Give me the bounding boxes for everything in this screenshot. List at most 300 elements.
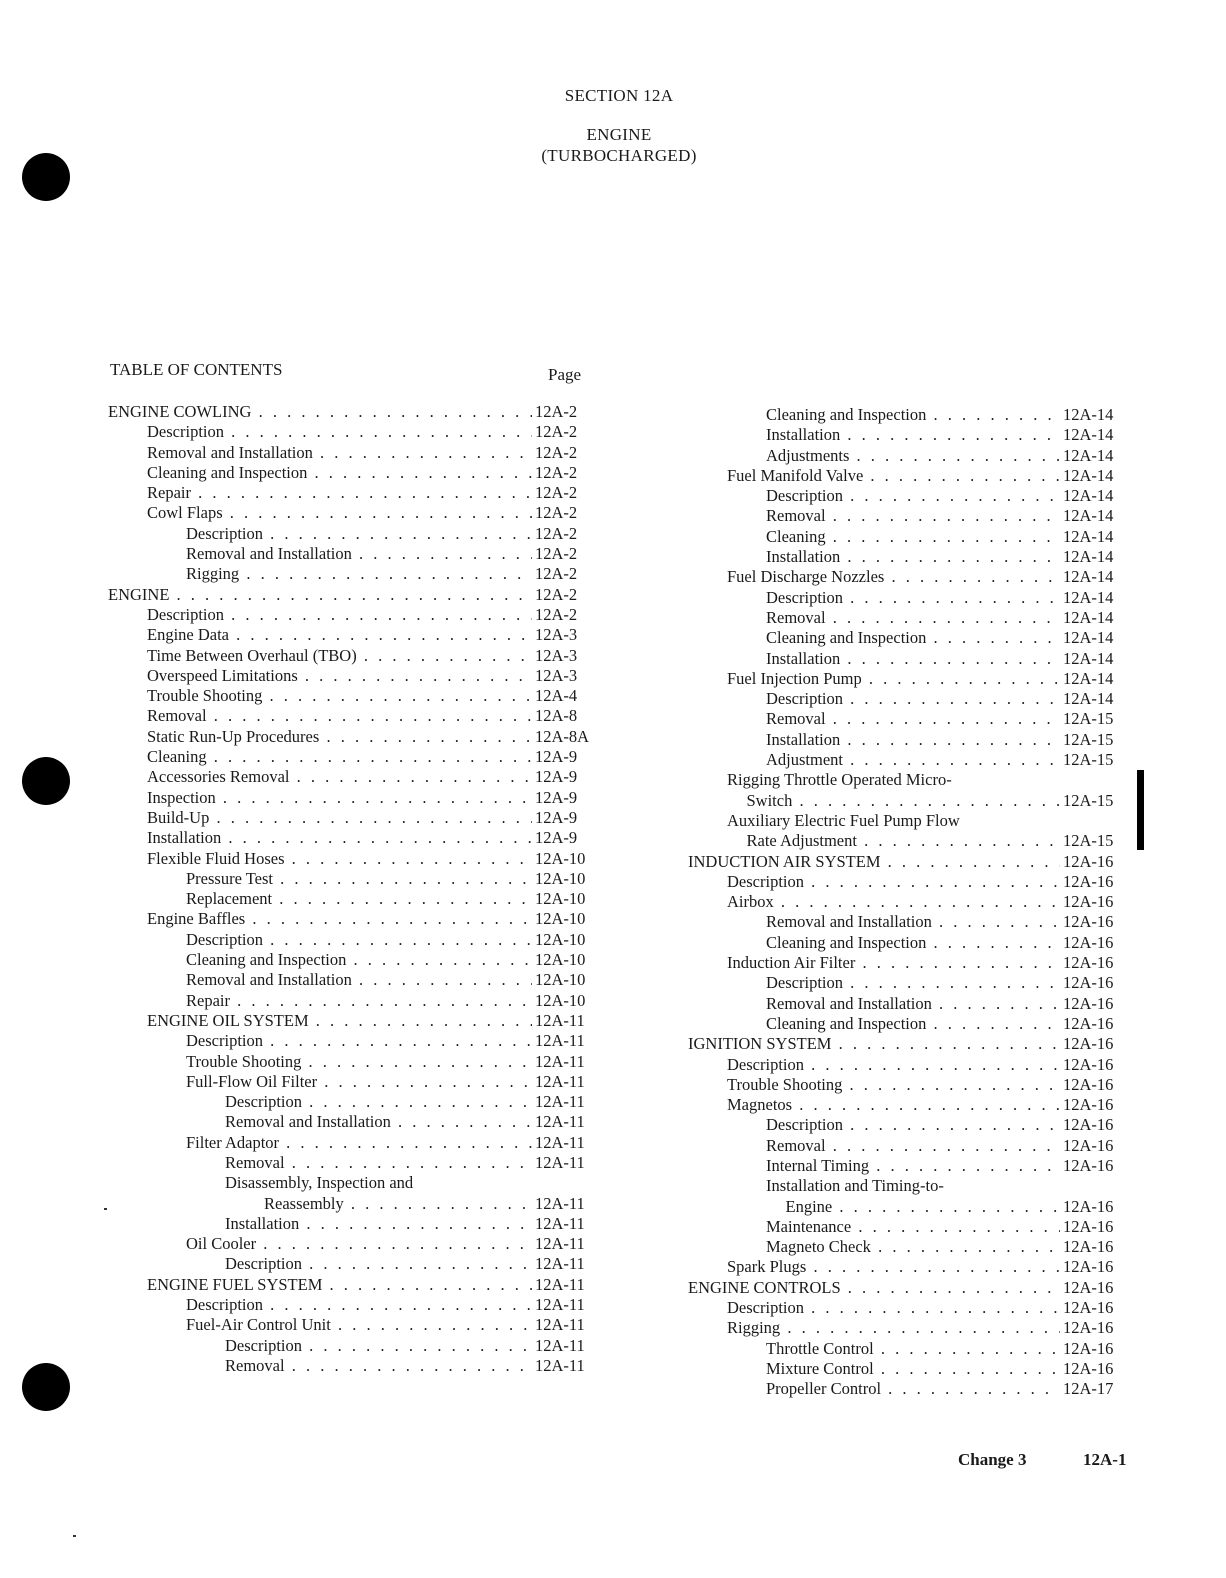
toc-entry: [108, 889, 598, 909]
toc-entry-label: Engine: [785, 1196, 833, 1216]
toc-entry: [108, 1173, 598, 1193]
toc-entry-label: Description: [186, 1295, 263, 1315]
toc-entry: [688, 1115, 1136, 1135]
toc-entry-label: INDUCTION AIR SYSTEM: [688, 851, 881, 871]
toc-entry: [108, 706, 598, 726]
toc-entry-page: 12A-10: [532, 849, 585, 869]
toc-entry: [688, 628, 1136, 648]
toc-entry-page: 12A-9: [532, 808, 577, 828]
toc-entry-label: Rigging: [186, 564, 240, 584]
toc-entry-page: 12A-2: [532, 605, 577, 625]
toc-entry-label: Description: [727, 871, 804, 891]
toc-entry-page: 12A-16: [1060, 1318, 1113, 1338]
toc-entry-page: 12A-4: [532, 686, 577, 706]
toc-entry: [688, 1339, 1136, 1359]
toc-entry-page: 12A-11: [532, 1031, 585, 1051]
toc-entry-page: 12A-16: [1060, 1055, 1113, 1075]
binder-hole-bottom: [22, 1363, 70, 1411]
toc-entry-page: 12A-14: [1060, 608, 1113, 628]
toc-entry-label: Description: [766, 587, 843, 607]
toc-entry: [688, 1136, 1136, 1156]
toc-entry-page: 12A-16: [1060, 1278, 1113, 1298]
toc-entry-page: 12A-8: [532, 706, 577, 726]
toc-entry: [108, 605, 598, 625]
toc-entry: [688, 506, 1136, 526]
toc-entry: [108, 1112, 598, 1132]
toc-entry-label: Removal: [147, 706, 207, 726]
toc-left-column: [108, 402, 598, 1376]
toc-entry-page: 12A-16: [1060, 852, 1113, 872]
toc-entry: [108, 788, 598, 808]
toc-entry-label: Internal Timing: [766, 1155, 870, 1175]
toc-entry-label: Cleaning and Inspection: [766, 1013, 927, 1033]
toc-entry-label: Removal: [766, 1135, 826, 1155]
toc-entry-page: 12A-8A: [532, 727, 589, 747]
toc-entry: [108, 1072, 598, 1092]
toc-entry-page: 12A-2: [532, 443, 577, 463]
toc-entry-label: Installation: [766, 648, 841, 668]
toc-entry: [688, 1257, 1136, 1277]
toc-entry-page: 12A-16: [1060, 912, 1113, 932]
toc-entry: [688, 1156, 1136, 1176]
toc-entry-label: Fuel Manifold Valve: [727, 465, 864, 485]
toc-entry: [688, 933, 1136, 953]
toc-entry-page: 12A-2: [532, 564, 577, 584]
toc-entry: [688, 425, 1136, 445]
toc-entry-page: 12A-16: [1060, 1237, 1113, 1257]
toc-entry: [688, 892, 1136, 912]
toc-entry: [108, 564, 598, 584]
toc-entry-label: Static Run-Up Procedures: [147, 726, 320, 746]
toc-entry-page: 12A-10: [532, 970, 585, 990]
toc-entry-label: Cleaning and Inspection: [766, 405, 927, 424]
toc-entry: [688, 1014, 1136, 1034]
toc-entry: [688, 1359, 1136, 1379]
toc-entry-page: 12A-16: [1060, 1075, 1113, 1095]
toc-entry: [108, 666, 598, 686]
toc-entry-label: Adjustments: [766, 445, 850, 465]
toc-entry-page: 12A-16: [1060, 892, 1113, 912]
toc-entry-page: 12A-16: [1060, 994, 1113, 1014]
toc-entry: [108, 747, 598, 767]
toc-entry-label: Rigging: [727, 1318, 781, 1338]
toc-entry-label: Removal: [766, 709, 826, 729]
toc-entry-label: Cleaning and Inspection: [766, 932, 927, 952]
toc-entry-label: Engine Baffles: [147, 909, 246, 929]
toc-entry-label: Reassembly: [264, 1193, 344, 1213]
toc-entry: [108, 422, 598, 442]
toc-entry-page: 12A-10: [532, 991, 585, 1011]
toc-entry: [108, 1092, 598, 1112]
toc-entry-page: 12A-10: [532, 889, 585, 909]
toc-entry-page: 12A-16: [1060, 1014, 1113, 1034]
toc-entry: [688, 405, 1136, 425]
toc-entry-page: 12A-11: [532, 1254, 585, 1274]
scan-speck: [104, 1208, 107, 1210]
toc-entry-page: 12A-14: [1060, 466, 1113, 486]
toc-entry-page: 12A-11: [532, 1214, 585, 1234]
toc-entry-label: Cleaning and Inspection: [147, 462, 308, 482]
toc-entry-label: Airbox: [727, 892, 774, 912]
toc-right-column: [688, 405, 1136, 1400]
toc-entry: [108, 1295, 598, 1315]
toc-entry-label: Mixture Control: [766, 1358, 874, 1378]
toc-entry: [108, 503, 598, 523]
toc-entry-page: 12A-11: [532, 1153, 585, 1173]
toc-entry-page: 12A-11: [532, 1052, 585, 1072]
toc-entry-page: 12A-16: [1060, 1115, 1113, 1135]
toc-entry: [108, 808, 598, 828]
toc-entry-label: Description: [186, 1031, 263, 1051]
toc-entry-page: 12A-11: [532, 1234, 585, 1254]
toc-entry: [108, 1214, 598, 1234]
toc-entry: [108, 1275, 598, 1295]
toc-entry-page: 12A-15: [1060, 730, 1113, 750]
toc-entry-page: 12A-10: [532, 909, 585, 929]
toc-entry-label: Magnetos: [727, 1095, 793, 1115]
toc-entry-label: Adjustment: [766, 750, 843, 770]
toc-entry: [688, 446, 1136, 466]
scan-speck: [73, 1535, 76, 1537]
toc-entry-label: Repair: [186, 990, 230, 1010]
toc-entry-label: Build-Up: [147, 807, 210, 827]
toc-entry-label: Removal and Installation: [766, 993, 932, 1013]
toc-entry-label: Trouble Shooting: [727, 1074, 843, 1094]
toc-entry-page: 12A-16: [1060, 1257, 1113, 1277]
toc-entry-label: Description: [766, 973, 843, 993]
toc-entry-page: 12A-16: [1060, 1217, 1113, 1237]
toc-entry: [108, 585, 598, 605]
toc-entry-page: 12A-11: [532, 1072, 585, 1092]
toc-entry-label: Description: [766, 486, 843, 506]
toc-entry-label: Removal: [766, 607, 826, 627]
toc-entry-page: 12A-2: [532, 524, 577, 544]
toc-entry-label: Spark Plugs: [727, 1257, 807, 1277]
toc-entry: [108, 849, 598, 869]
toc-entry-label: Cowl Flaps: [147, 503, 223, 523]
toc-entry: [108, 483, 598, 503]
toc-entry-page: 12A-14: [1060, 527, 1113, 547]
toc-entry-label: Fuel Injection Pump: [727, 668, 862, 688]
toc-title: TABLE OF CONTENTS: [110, 360, 283, 379]
toc-entry: [108, 1356, 598, 1376]
toc-entry-page: 12A-3: [532, 625, 577, 645]
toc-entry-label: Cleaning and Inspection: [766, 628, 927, 648]
toc-entry-page: 12A-11: [532, 1315, 585, 1335]
toc-entry-label: Fuel Discharge Nozzles: [727, 567, 885, 587]
toc-entry: [688, 1055, 1136, 1075]
toc-entry-page: 12A-11: [532, 1336, 585, 1356]
toc-entry: [108, 869, 598, 889]
toc-entry-label: Cleaning and Inspection: [186, 950, 347, 970]
toc-entry-label: Fuel-Air Control Unit: [186, 1315, 331, 1335]
toc-entry-label: Disassembly, Inspection and: [225, 1173, 414, 1193]
toc-entry-label: Installation: [766, 425, 841, 445]
toc-entry-label: Propeller Control: [766, 1379, 882, 1399]
toc-entry-page: 12A-11: [532, 1194, 585, 1214]
toc-entry-page: 12A-16: [1060, 1034, 1113, 1054]
toc-entry: [688, 791, 1136, 811]
toc-entry-label: ENGINE FUEL SYSTEM: [147, 1274, 323, 1294]
toc-entry-label: Description: [225, 1092, 302, 1112]
toc-entry: [688, 649, 1136, 669]
toc-entry: [688, 953, 1136, 973]
toc-entry: [108, 1336, 598, 1356]
toc-entry: [108, 1011, 598, 1031]
toc-entry-label: Flexible Fluid Hoses: [147, 848, 285, 868]
toc-entry: [688, 1298, 1136, 1318]
toc-entry-page: 12A-16: [1060, 1359, 1113, 1379]
toc-entry-label: Overspeed Limitations: [147, 665, 298, 685]
toc-entry: [108, 544, 598, 564]
toc-entry-page: 12A-16: [1060, 1156, 1113, 1176]
toc-entry-page: 12A-16: [1060, 872, 1113, 892]
toc-entry-label: ENGINE OIL SYSTEM: [147, 1010, 309, 1030]
toc-entry-page: 12A-9: [532, 767, 577, 787]
toc-entry: [108, 1194, 598, 1214]
toc-entry: [688, 994, 1136, 1014]
chapter-title: ENGINE: [586, 125, 652, 144]
toc-entry-page: 12A-14: [1060, 689, 1113, 709]
toc-entry-page: 12A-16: [1060, 1095, 1113, 1115]
toc-entry-label: Trouble Shooting: [147, 686, 263, 706]
toc-entry-page: 12A-14: [1060, 567, 1113, 587]
toc-entry-label: IGNITION SYSTEM: [688, 1034, 832, 1054]
toc-entry-label: Description: [186, 523, 263, 543]
toc-entry-label: Throttle Control: [766, 1338, 874, 1358]
toc-entry-label: Description: [766, 1115, 843, 1135]
toc-entry-page: 12A-16: [1060, 1339, 1113, 1359]
toc-entry-label: Cleaning: [147, 747, 207, 767]
toc-entry-label: Auxiliary Electric Fuel Pump Flow: [727, 810, 960, 830]
toc-entry-page: 12A-14: [1060, 506, 1113, 526]
toc-entry: [108, 950, 598, 970]
toc-entry-label: Removal and Installation: [186, 544, 352, 564]
footer-page-number: 12A-1: [1083, 1450, 1127, 1469]
toc-entry-page: 12A-16: [1060, 1136, 1113, 1156]
toc-entry-page: 12A-15: [1060, 831, 1113, 851]
toc-entry: [108, 1031, 598, 1051]
toc-entry: [108, 463, 598, 483]
toc-entry-label: Removal and Installation: [186, 970, 352, 990]
toc-entry: [688, 567, 1136, 587]
toc-entry-label: Installation: [766, 547, 841, 567]
toc-entry: [108, 970, 598, 990]
toc-entry: [108, 1133, 598, 1153]
toc-entry-page: 12A-15: [1060, 791, 1113, 811]
toc-entry-page: 12A-3: [532, 666, 577, 686]
toc-entry-page: 12A-2: [532, 422, 577, 442]
toc-entry-page: 12A-11: [532, 1275, 585, 1295]
toc-entry-page: 12A-16: [1060, 1298, 1113, 1318]
toc-entry-page: 12A-14: [1060, 405, 1113, 425]
toc-entry-label: Installation and Timing-to-: [766, 1176, 944, 1196]
toc-entry-page: 12A-9: [532, 747, 577, 767]
toc-entry: [688, 1197, 1136, 1217]
section-heading: SECTION 12A: [564, 86, 674, 105]
toc-entry: [108, 991, 598, 1011]
toc-entry-label: Removal: [225, 1355, 285, 1375]
toc-entry: [688, 547, 1136, 567]
toc-entry: [688, 912, 1136, 932]
toc-entry-label: Switch: [746, 790, 793, 810]
toc-entry-page: 12A-11: [532, 1011, 585, 1031]
toc-entry-label: Description: [727, 1054, 804, 1074]
toc-entry: [108, 828, 598, 848]
toc-entry: [688, 1176, 1136, 1196]
toc-entry-page: 12A-10: [532, 930, 585, 950]
toc-entry-label: Rigging Throttle Operated Micro-: [727, 770, 952, 790]
toc-entry: [688, 852, 1136, 872]
toc-entry-page: 12A-10: [532, 950, 585, 970]
toc-entry-page: 12A-14: [1060, 628, 1113, 648]
toc-entry: [688, 689, 1136, 709]
toc-entry-label: ENGINE CONTROLS: [688, 1277, 841, 1297]
toc-entry-label: Full-Flow Oil Filter: [186, 1071, 318, 1091]
toc-entry: [688, 750, 1136, 770]
toc-entry-label: Accessories Removal: [147, 767, 290, 787]
toc-entry: [108, 686, 598, 706]
toc-entry-page: 12A-15: [1060, 750, 1113, 770]
toc-entry-label: Description: [727, 1298, 804, 1318]
toc-entry-page: 12A-16: [1060, 953, 1113, 973]
toc-entry-label: Description: [225, 1335, 302, 1355]
toc-entry-page: 12A-11: [532, 1356, 585, 1376]
toc-entry-label: Inspection: [147, 787, 216, 807]
toc-entry-label: Maintenance: [766, 1216, 852, 1236]
toc-entry: [688, 872, 1136, 892]
toc-entry-label: Magneto Check: [766, 1237, 871, 1257]
toc-entry: [688, 527, 1136, 547]
toc-entry-page: 12A-2: [532, 483, 577, 503]
toc-entry-page: 12A-14: [1060, 588, 1113, 608]
toc-entry-page: 12A-2: [532, 503, 577, 523]
toc-entry: [688, 1034, 1136, 1054]
toc-entry-label: Description: [147, 422, 224, 442]
toc-entry: [688, 770, 1136, 790]
toc-entry: [688, 1237, 1136, 1257]
toc-entry: [688, 1095, 1136, 1115]
toc-entry-page: 12A-14: [1060, 446, 1113, 466]
toc-entry-page: 12A-14: [1060, 486, 1113, 506]
toc-entry-page: 12A-2: [532, 402, 577, 422]
toc-entry-page: 12A-11: [532, 1133, 585, 1153]
toc-entry-page: 12A-14: [1060, 425, 1113, 445]
toc-entry-page: 12A-3: [532, 646, 577, 666]
toc-entry: [108, 1254, 598, 1274]
toc-entry: [108, 930, 598, 950]
toc-entry-label: Description: [766, 689, 843, 709]
toc-entry-label: Filter Adaptor: [186, 1132, 280, 1152]
toc-entry-label: ENGINE: [108, 584, 170, 604]
toc-entry-label: Rate Adjustment: [746, 831, 857, 851]
toc-entry-page: 12A-15: [1060, 709, 1113, 729]
toc-entry-page: 12A-17: [1060, 1379, 1113, 1399]
binder-hole-middle: [22, 757, 70, 805]
toc-entry-label: Removal and Installation: [225, 1112, 391, 1132]
toc-entry-page: 12A-11: [532, 1092, 585, 1112]
footer-change: Change 3: [958, 1450, 1027, 1469]
toc-entry-page: 12A-16: [1060, 973, 1113, 993]
toc-entry-label: Removal and Installation: [147, 442, 313, 462]
toc-entry-label: Installation: [147, 828, 222, 848]
toc-entry-label: ENGINE COWLING: [108, 402, 252, 421]
toc-entry: [688, 1318, 1136, 1338]
toc-entry: [688, 588, 1136, 608]
change-bar: [1137, 770, 1144, 850]
toc-entry-label: Engine Data: [147, 625, 230, 645]
toc-entry-page: 12A-9: [532, 828, 577, 848]
toc-entry-page: 12A-2: [532, 544, 577, 564]
toc-entry: [108, 443, 598, 463]
toc-entry-page: 12A-14: [1060, 547, 1113, 567]
toc-entry: [688, 811, 1136, 831]
page-column-heading: Page: [548, 365, 582, 384]
toc-entry-label: Trouble Shooting: [186, 1051, 302, 1071]
toc-entry-label: Cleaning: [766, 526, 826, 546]
toc-entry-label: Removal: [766, 506, 826, 526]
toc-entry: [688, 608, 1136, 628]
toc-entry: [108, 402, 598, 422]
toc-entry-page: 12A-9: [532, 788, 577, 808]
toc-entry: [108, 625, 598, 645]
toc-entry-label: Removal and Installation: [766, 912, 932, 932]
toc-entry-label: Time Between Overhaul (TBO): [147, 645, 357, 665]
toc-entry-page: 12A-14: [1060, 649, 1113, 669]
toc-entry-label: Description: [186, 929, 263, 949]
toc-entry: [108, 1234, 598, 1254]
toc-entry: [108, 1052, 598, 1072]
toc-entry-page: 12A-16: [1060, 933, 1113, 953]
toc-entry-label: Replacement: [186, 889, 273, 909]
toc-entry-label: Pressure Test: [186, 868, 273, 888]
toc-entry: [108, 767, 598, 787]
toc-entry-page: 12A-11: [532, 1112, 585, 1132]
toc-entry-label: Installation: [766, 729, 841, 749]
toc-entry-label: Oil Cooler: [186, 1234, 257, 1254]
toc-entry-page: 12A-10: [532, 869, 585, 889]
chapter-subtitle: (TURBOCHARGED): [541, 146, 697, 165]
toc-entry-page: 12A-14: [1060, 669, 1113, 689]
toc-entry: [108, 524, 598, 544]
toc-entry: [688, 1217, 1136, 1237]
toc-entry-label: Removal: [225, 1152, 285, 1172]
toc-entry: [688, 730, 1136, 750]
toc-entry: [108, 646, 598, 666]
toc-entry-label: Induction Air Filter: [727, 953, 856, 973]
toc-entry: [688, 1278, 1136, 1298]
toc-entry: [108, 1153, 598, 1173]
toc-entry: [688, 709, 1136, 729]
toc-entry-label: Repair: [147, 483, 191, 503]
toc-entry-page: 12A-16: [1060, 1197, 1113, 1217]
toc-entry-page: 12A-2: [532, 585, 577, 605]
toc-entry-label: Description: [147, 604, 224, 624]
toc-entry: [688, 1379, 1136, 1399]
toc-entry-label: Installation: [225, 1213, 300, 1233]
toc-entry: [688, 466, 1136, 486]
toc-entry: [108, 909, 598, 929]
toc-entry: [688, 486, 1136, 506]
toc-entry: [688, 831, 1136, 851]
toc-entry-page: 12A-11: [532, 1295, 585, 1315]
toc-entry: [108, 1315, 598, 1335]
toc-entry-label: Description: [225, 1254, 302, 1274]
toc-entry: [688, 973, 1136, 993]
toc-entry-page: 12A-2: [532, 463, 577, 483]
toc-entry: [108, 727, 598, 747]
toc-entry: [688, 1075, 1136, 1095]
